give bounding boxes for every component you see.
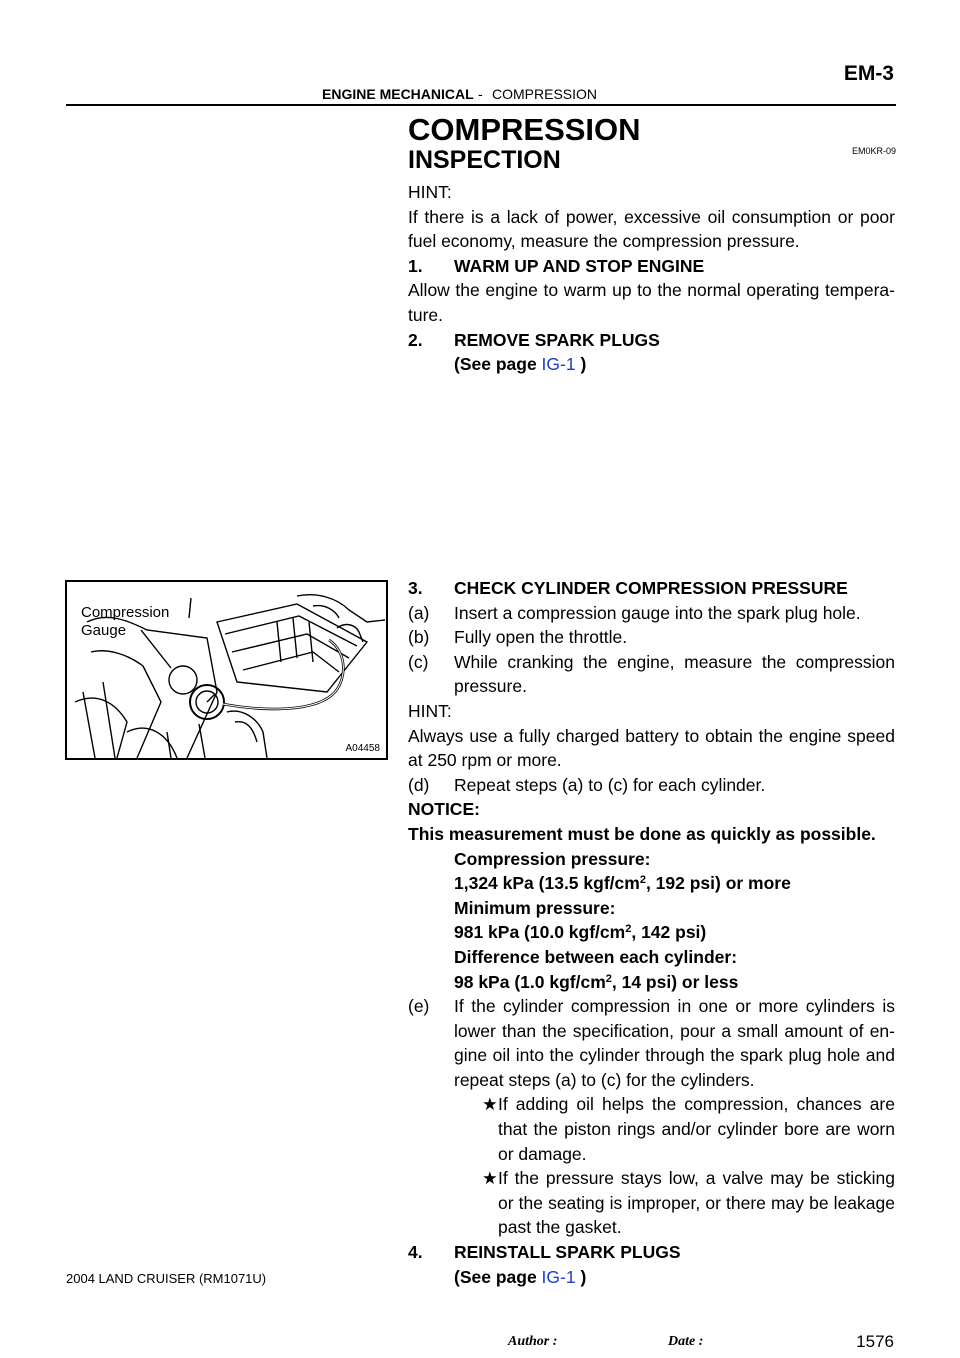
step-2-heading: 2. REMOVE SPARK PLUGS [408, 329, 660, 350]
substep-d: (d) Repeat steps (a) to (c) for each cylinder. [408, 774, 766, 795]
subsection-title: COMPRESSION [492, 86, 598, 102]
star-icon: ★ [482, 1094, 498, 1115]
footer-date-label: Date : [668, 1334, 704, 1349]
header-dash: - [478, 86, 483, 102]
figure-label: Compression Gauge [81, 604, 170, 639]
header-rule [66, 104, 896, 106]
step-2-reference: (See page IG-1 ) [454, 354, 587, 375]
ig-1-link[interactable]: IG-1 [541, 354, 576, 375]
star-icon: ★ [482, 1168, 498, 1189]
step-1-heading: 1. WARM UP AND STOP ENGINE [408, 255, 705, 276]
page-subtitle: INSPECTION [408, 146, 561, 174]
spec-difference-value: 98 kPa (1.0 kgf/$cm^2$, 14 psi) or less [454, 971, 739, 992]
hint-text: If there is a lack of power, excessive oil consumption or poor fuel economy, measure the compression pressure. [408, 206, 895, 252]
page-title: COMPRESSION [408, 112, 641, 147]
hint-label-2: HINT: [408, 700, 452, 721]
spec-minimum-label: Minimum pressure: [454, 897, 616, 918]
spec-difference-label: Difference between each cylinder: [454, 946, 738, 967]
section-title: ENGINE MECHANICAL [322, 86, 474, 102]
main-text-lower [408, 576, 895, 1289]
document-code: EM0KR-09 [852, 146, 897, 156]
spec-compression-label: Compression pressure: [454, 848, 651, 869]
ig-1-link[interactable]: IG-1 [541, 1266, 576, 1287]
footer-page-number: 1576 [856, 1332, 894, 1351]
substep-a: (a) Insert a compression gauge into the spark plug hole. [408, 602, 861, 623]
step-4-reference: (See page IG-1 ) [454, 1266, 587, 1287]
substep-c: (c) While cranking the engine, measure the compression pressure. [408, 651, 895, 697]
spec-minimum-value: 981 kPa (10.0 kgf/$cm^2$, 142 psi) [454, 922, 707, 943]
figure-code: A04458 [345, 743, 380, 754]
substep-e: (e) If the cylinder compression in one or more cylinders is lower than the specification, pour a small amount of en- gine oil into the cylinder through the spark plug hole and repeat steps (a) to (c) for the cylinders. [408, 996, 895, 1090]
footer-model: 2004 LAND CRUISER (RM1071U) [66, 1271, 267, 1286]
page-number: EM-3 [843, 62, 894, 85]
star-item-1: ★ If adding oil helps the compression, chances are that the piston rings and/or cylinder bore are worn or damage. [408, 1092, 895, 1166]
step-1-text: Allow the engine to warm up to the normal operating tempera- ture. [408, 280, 895, 325]
notice-text: This measurement must be done as quickly as possible. [408, 823, 876, 844]
notice-label: NOTICE: [408, 799, 480, 820]
main-text-upper [408, 180, 895, 377]
hint-label: HINT: [408, 182, 452, 202]
star-item-2: ★ If the pressure stays low, a valve may be sticking or the seating is improper, or there may be leakage past the gasket. [408, 1166, 895, 1240]
compression-gauge-figure [65, 580, 388, 760]
substep-b: (b) Fully open the throttle. [408, 627, 628, 648]
spec-compression-value: 1,324 kPa (13.5 kgf/$cm^2$, 192 psi) or more [454, 873, 791, 894]
step-3-heading: 3. CHECK CYLINDER COMPRESSION PRESSURE [408, 578, 848, 598]
footer-author-label: Author : [508, 1334, 558, 1349]
step-4-heading: 4. REINSTALL SPARK PLUGS [408, 1242, 681, 1263]
hint-text-2: Always use a fully charged battery to obtain the engine speed at 250 rpm or more. [408, 725, 895, 771]
